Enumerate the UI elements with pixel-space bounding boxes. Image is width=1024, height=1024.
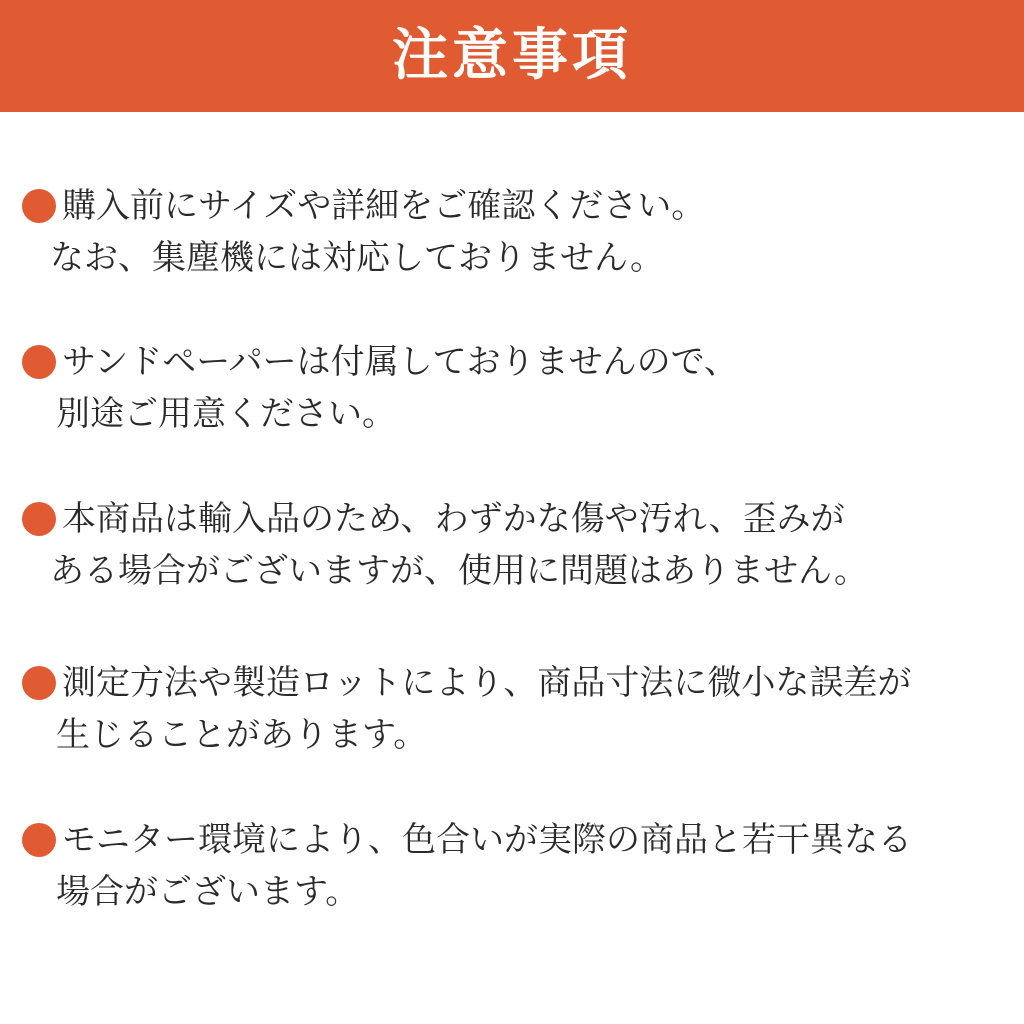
note-text-line-2: ある場合がございますが、使用に問題はありません。 [50,551,869,591]
note-text-line-2: 生じることがあります。 [56,715,428,755]
note-text-line-2: 場合がございます。 [56,872,360,912]
note-item [22,657,1012,761]
bullet-icon [22,189,56,223]
bullet-icon [22,823,56,857]
bullet-icon [22,345,56,379]
bullet-icon [22,666,56,700]
note-text-line-1: 測定方法や製造ロットにより、商品寸法に微小な誤差が [62,663,912,703]
note-text-line-2: なお、集塵機には対応しておりません。 [50,238,665,278]
header-banner [0,0,1024,112]
bullet-icon [22,502,56,536]
note-text-line-1: モニター環境により、色合いが実際の商品と若干異なる [62,820,912,860]
note-text-line-1: 購入前にサイズや詳細をご確認ください。 [62,186,706,226]
note-text-line-2: 別途ご用意ください。 [56,394,396,434]
note-item [22,814,1012,918]
page-title: 注意事項 [392,23,632,88]
note-text-line-1: 本商品は輸入品のため、わずかな傷や汚れ、歪みが [62,499,845,539]
note-item [22,180,1012,284]
note-item [22,493,1012,597]
note-item [22,336,1012,440]
note-text-line-1: サンドペーパーは付属しておりませんので、 [62,342,738,382]
